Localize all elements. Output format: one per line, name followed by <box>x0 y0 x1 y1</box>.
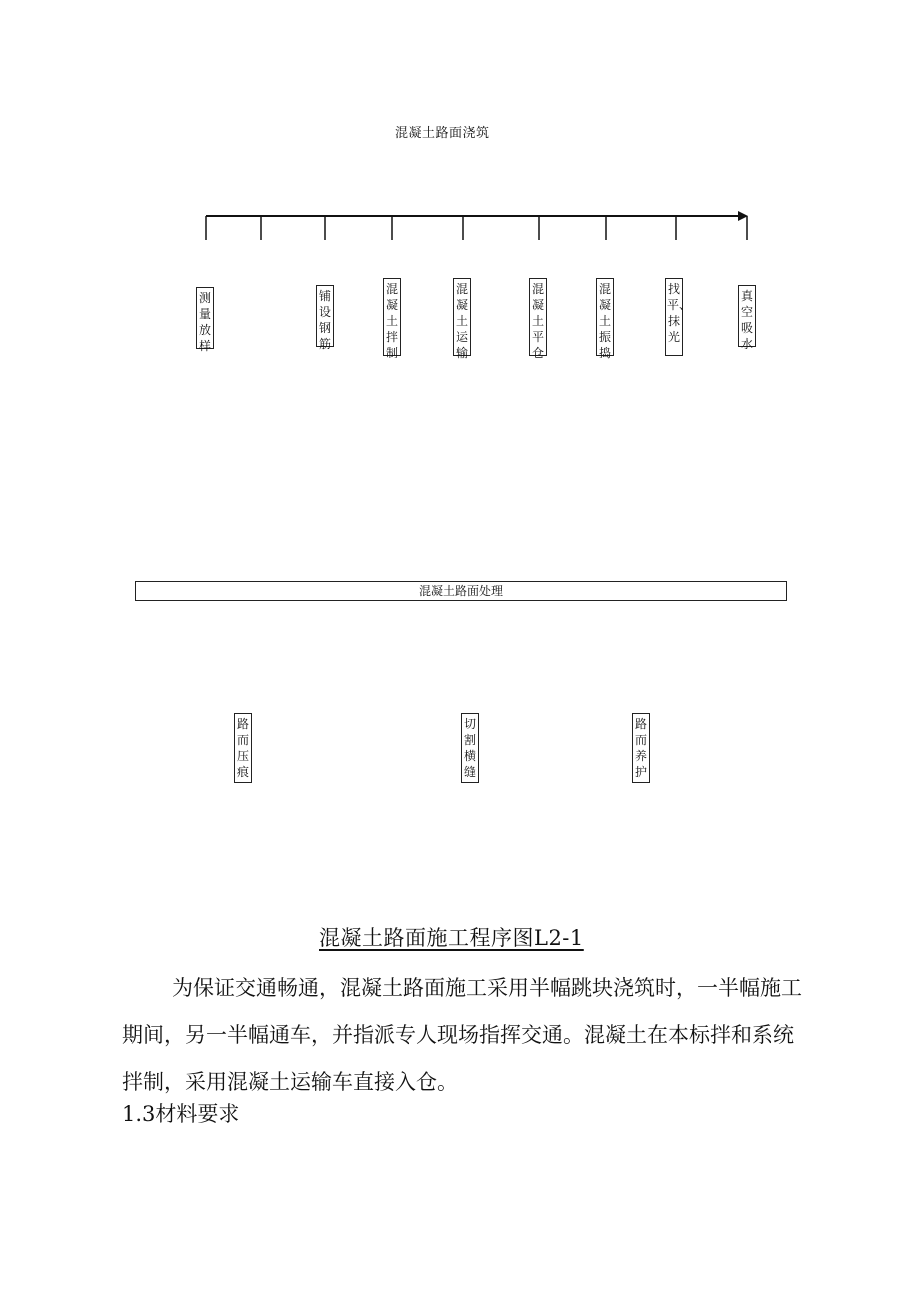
step-survey-layout: 测量放样 <box>196 287 214 349</box>
body-paragraph <box>122 965 812 1106</box>
paragraph-text: 为保证交通畅通，混凝土路面施工采用半幅跳块浇筑时，一半幅施工期间，另一半幅通车，并指派专人现场指挥交通。混凝土在本标拌和系统拌制，采用混凝土运输车直接入仓。 <box>122 976 802 1094</box>
step-screed-trowel: 找平、抹光 <box>665 278 683 356</box>
step-curing: 路而养护 <box>632 713 650 783</box>
step-vacuum-dewatering: 真空吸水 <box>738 285 756 347</box>
step-concrete-vibration: 混凝土振捣 <box>596 278 614 356</box>
diagram-title: 混凝土路面浇筑 <box>395 126 490 141</box>
step-concrete-leveling: 混凝土平仓 <box>529 278 547 356</box>
step-place-rebar: 铺设钢筋 <box>316 285 334 347</box>
step-concrete-mixing: 混凝土拌制 <box>383 278 401 356</box>
section-heading: 1.3材料要求 <box>122 1102 240 1126</box>
flow-timeline <box>0 0 920 260</box>
step-surface-texturing: 路而压痕 <box>234 713 252 783</box>
step-concrete-transport: 混凝土运输 <box>453 278 471 356</box>
figure-caption: 混凝土路面施工程序图L2-1 <box>319 926 584 950</box>
process-bar: 混凝土路面处理 <box>135 581 787 601</box>
step-cut-joints: 切割横缝 <box>461 713 479 783</box>
